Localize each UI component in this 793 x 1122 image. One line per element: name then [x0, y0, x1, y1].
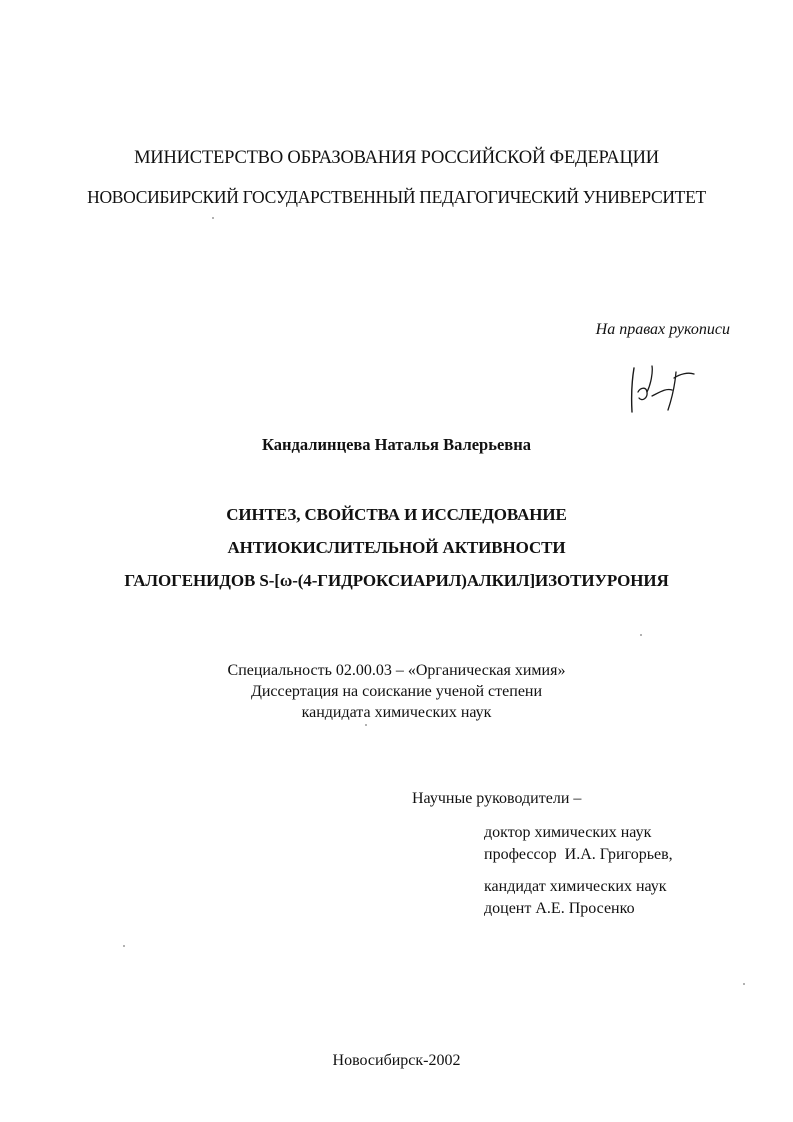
city-year: Новосибирск-2002	[332, 1052, 461, 1069]
dissertation-title-line-3: ГАЛОГЕНИДОВ S-[ω-(4-ГИДРОКСИАРИЛ)АЛКИЛ]ИЗОТИУРОНИЯ	[124, 571, 669, 590]
scan-speck	[743, 983, 745, 985]
university-heading: НОВОСИБИРСКИЙ ГОСУДАРСТВЕННЫЙ ПЕДАГОГИЧЕСКИЙ УНИВЕРСИТЕТ	[87, 187, 706, 207]
specialty-line: Специальность 02.00.03 – «Органическая химия»	[227, 662, 566, 679]
advisor-first-degree: доктор химических наук	[484, 824, 652, 841]
degree-level-line: кандидата химических наук	[301, 704, 492, 721]
ministry-heading: МИНИСТЕРСТВО ОБРАЗОВАНИЯ РОССИЙСКОЙ ФЕДЕРАЦИИ	[134, 148, 659, 168]
scan-speck	[640, 634, 642, 636]
dissertation-title-line-2: АНТИОКИСЛИТЕЛЬНОЙ АКТИВНОСТИ	[227, 538, 566, 557]
manuscript-rights-note: На правах рукописи	[595, 321, 730, 338]
advisor-first-name: профессор И.А. Григорьев,	[484, 846, 673, 863]
author-name: Кандалинцева Наталья Валерьевна	[262, 435, 531, 454]
dissertation-title-line-1: СИНТЕЗ, СВОЙСТВА И ИССЛЕДОВАНИЕ	[226, 505, 567, 524]
degree-purpose-line: Диссертация на соискание ученой степени	[250, 683, 543, 700]
scan-speck	[123, 945, 125, 947]
scan-speck	[212, 217, 214, 219]
signature-icon	[620, 362, 700, 418]
advisor-first	[484, 822, 673, 866]
advisors-heading: Научные руководители –	[412, 790, 582, 807]
advisor-second	[484, 876, 667, 920]
scan-speck	[365, 724, 367, 726]
advisor-second-name: доцент А.Е. Просенко	[484, 900, 635, 917]
advisor-second-degree: кандидат химических наук	[484, 878, 667, 895]
